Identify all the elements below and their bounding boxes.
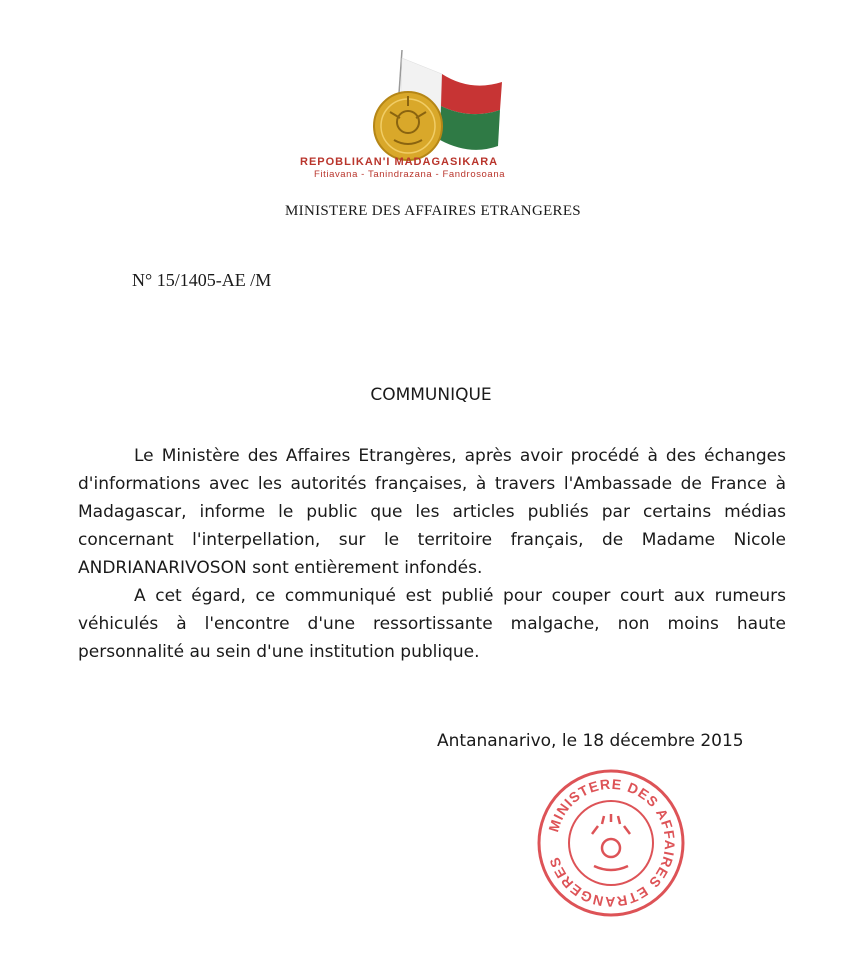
- republic-name: REPOBLIKAN'I MADAGASIKARA: [300, 156, 499, 168]
- document-title: COMMUNIQUE: [370, 385, 492, 405]
- republic-motto: Fitiavana - Tanindrazana - Fandrosoana: [314, 169, 506, 180]
- body-paragraph: Le Ministère des Affaires Etrangères, après avoir procédé à des échanges d'informations avec les autorités françaises, à travers l'Ambassade de France à Madagascar, informe le public que les articles publiés par certains médias concernant l'interpellation, sur le territoire français, de Madame Nicole ANDRIANARIVOSON sont entièrement infondés.: [78, 446, 786, 578]
- document-body: [78, 442, 786, 666]
- ministry-seal-stamp-icon: [536, 768, 686, 918]
- reference-number: N° 15/1405-AE /M: [132, 270, 272, 290]
- body-paragraph: A cet égard, ce communiqué est publié pour couper court aux rumeurs véhiculés à l'encontre d'une ressortissante malgache, non moins haute personnalité au sein d'une institution publique.: [78, 586, 786, 662]
- svg-text:MINISTERE DES AFFAIRES ETRANGE: [545, 776, 678, 910]
- place-date: Antananarivo, le 18 décembre 2015: [437, 731, 744, 751]
- stamp-text: MINISTERE DES AFFAIRES ETRANGERES: [545, 775, 679, 911]
- emblem-flag-icon: [360, 48, 520, 163]
- ministry-name: MINISTERE DES AFFAIRES ETRANGERES: [285, 203, 581, 219]
